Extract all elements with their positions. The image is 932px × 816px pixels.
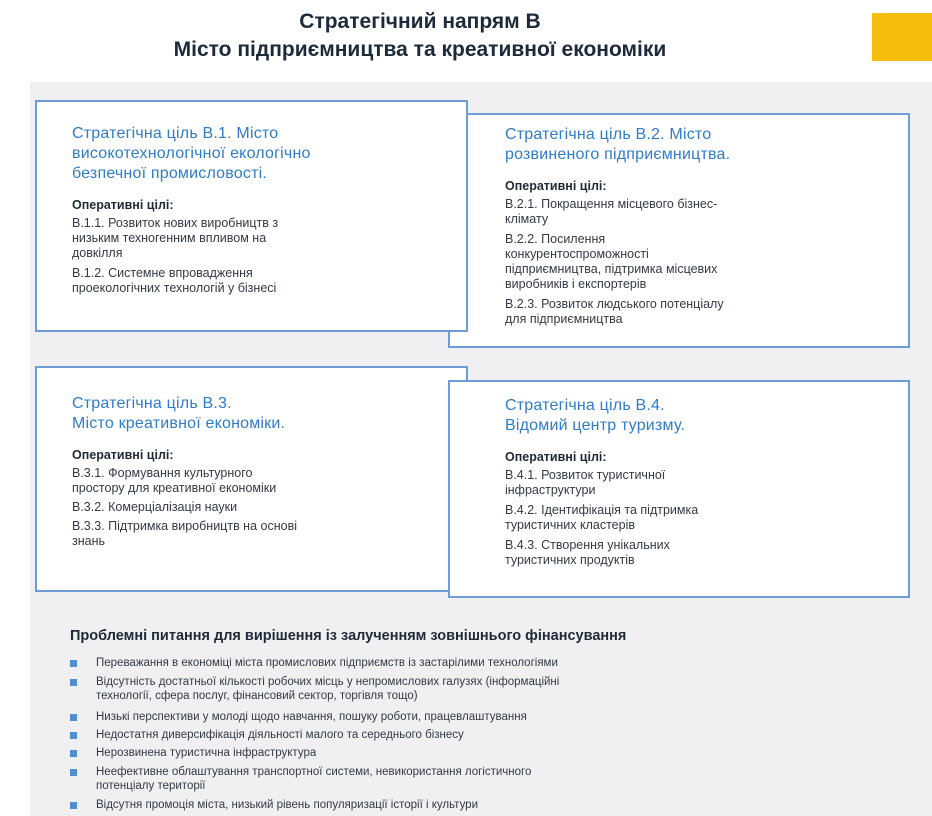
problem-text: технології, сфера послуг, фінансовий сектор, торгівля тощо)	[96, 690, 418, 702]
operational-goal-item: В.2.1. Покращення місцевого бізнес-	[505, 197, 718, 211]
problem-text: Відсутня промоція міста, низький рівень популяризації історії і культури	[96, 799, 479, 811]
goal-title-line: Стратегічна ціль В.4.	[505, 397, 665, 414]
square-bullet-icon	[70, 732, 77, 739]
goal-card-b1	[35, 100, 468, 332]
operational-goal-item: туристичних продуктів	[505, 553, 635, 567]
square-bullet-icon	[70, 750, 77, 757]
operational-goal-item: виробників і експортерів	[505, 277, 647, 291]
content-panel	[30, 82, 932, 816]
operational-goal-item: проекологічних технологій у бізнесі	[72, 281, 277, 295]
goal-title-line: безпечної промисловості.	[72, 165, 268, 182]
page-title-line-1: Стратегічний напрям В	[299, 10, 541, 33]
operational-goals-label: Оперативні цілі:	[505, 179, 607, 193]
operational-goal-item: В.2.3. Розвиток людського потенціалу	[505, 297, 724, 311]
goal-title-line: Стратегічна ціль В.2. Місто	[505, 126, 712, 143]
operational-goals-label: Оперативні цілі:	[72, 198, 174, 212]
operational-goal-item: підприємництва, підтримка місцевих	[505, 262, 718, 276]
page-title-line-2: Місто підприємництва та креативної економіки	[173, 38, 667, 61]
operational-goal-item: туристичних кластерів	[505, 518, 635, 532]
problem-text: Недостатня диверсифікація діяльності малого та середнього бізнесу	[96, 729, 464, 741]
goal-title-line: високотехнологічної екологічно	[72, 145, 311, 162]
goal-title-line: розвиненого підприємництва.	[505, 146, 731, 163]
operational-goals-label: Оперативні цілі:	[72, 448, 174, 462]
operational-goals-label: Оперативні цілі:	[505, 450, 607, 464]
problem-text: Низькі перспективи у молоді щодо навчання, пошуку роботи, працевлаштування	[96, 711, 527, 723]
square-bullet-icon	[70, 660, 77, 667]
square-bullet-icon	[70, 802, 77, 809]
problem-text: Переважання в економіці міста промислових підприємств із застарілими технологіями	[96, 657, 558, 669]
problem-text: потенціалу території	[96, 780, 206, 792]
goal-card-b3	[35, 366, 468, 592]
operational-goal-item: низьким техногенним впливом на	[72, 231, 267, 245]
square-bullet-icon	[70, 714, 77, 721]
operational-goal-item: знань	[72, 534, 106, 548]
operational-goal-item: для підприємництва	[505, 312, 623, 326]
page-header	[0, 0, 932, 70]
goal-title-line: Стратегічна ціль В.3.	[72, 395, 232, 412]
goal-title-line: Стратегічна ціль В.1. Місто	[72, 125, 279, 142]
yellow-accent-block	[872, 13, 932, 61]
operational-goal-item: В.4.3. Створення унікальних	[505, 538, 670, 552]
operational-goal-item: В.3.2. Комерціалізація науки	[72, 500, 238, 514]
problem-text: Неефективне облаштування транспортної системи, невикористання логістичного	[96, 766, 532, 778]
operational-goal-item: простору для креативної економіки	[72, 481, 277, 495]
operational-goal-item: В.3.3. Підтримка виробництв на основі	[72, 519, 297, 533]
goal-title-line: Відомий центр туризму.	[505, 417, 686, 434]
operational-goal-item: В.4.1. Розвиток туристичної	[505, 468, 666, 482]
operational-goal-item: клімату	[505, 212, 549, 226]
square-bullet-icon	[70, 679, 77, 686]
operational-goal-item: інфраструктури	[505, 483, 596, 497]
goal-title-line: Місто креативної економіки.	[72, 415, 286, 432]
problems-heading: Проблемні питання для вирішення із залученням зовнішнього фінансування	[70, 628, 627, 644]
operational-goal-item: довкілля	[72, 246, 123, 260]
problem-text: Нерозвинена туристична інфраструктура	[96, 747, 317, 759]
operational-goal-item: В.1.2. Системне впровадження	[72, 266, 253, 280]
operational-goal-item: В.2.2. Посилення	[505, 232, 606, 246]
operational-goal-item: конкурентоспроможності	[505, 247, 649, 261]
operational-goal-item: В.4.2. Ідентифікація та підтримка	[505, 503, 699, 517]
operational-goal-item: В.3.1. Формування культурного	[72, 466, 253, 480]
operational-goal-item: В.1.1. Розвиток нових виробництв з	[72, 216, 279, 230]
goal-card-b4	[448, 380, 910, 598]
goal-card-b2	[448, 113, 910, 348]
square-bullet-icon	[70, 769, 77, 776]
problem-text: Відсутність достатньої кількості робочих місць у непромислових галузях (інформаційні	[96, 676, 560, 688]
